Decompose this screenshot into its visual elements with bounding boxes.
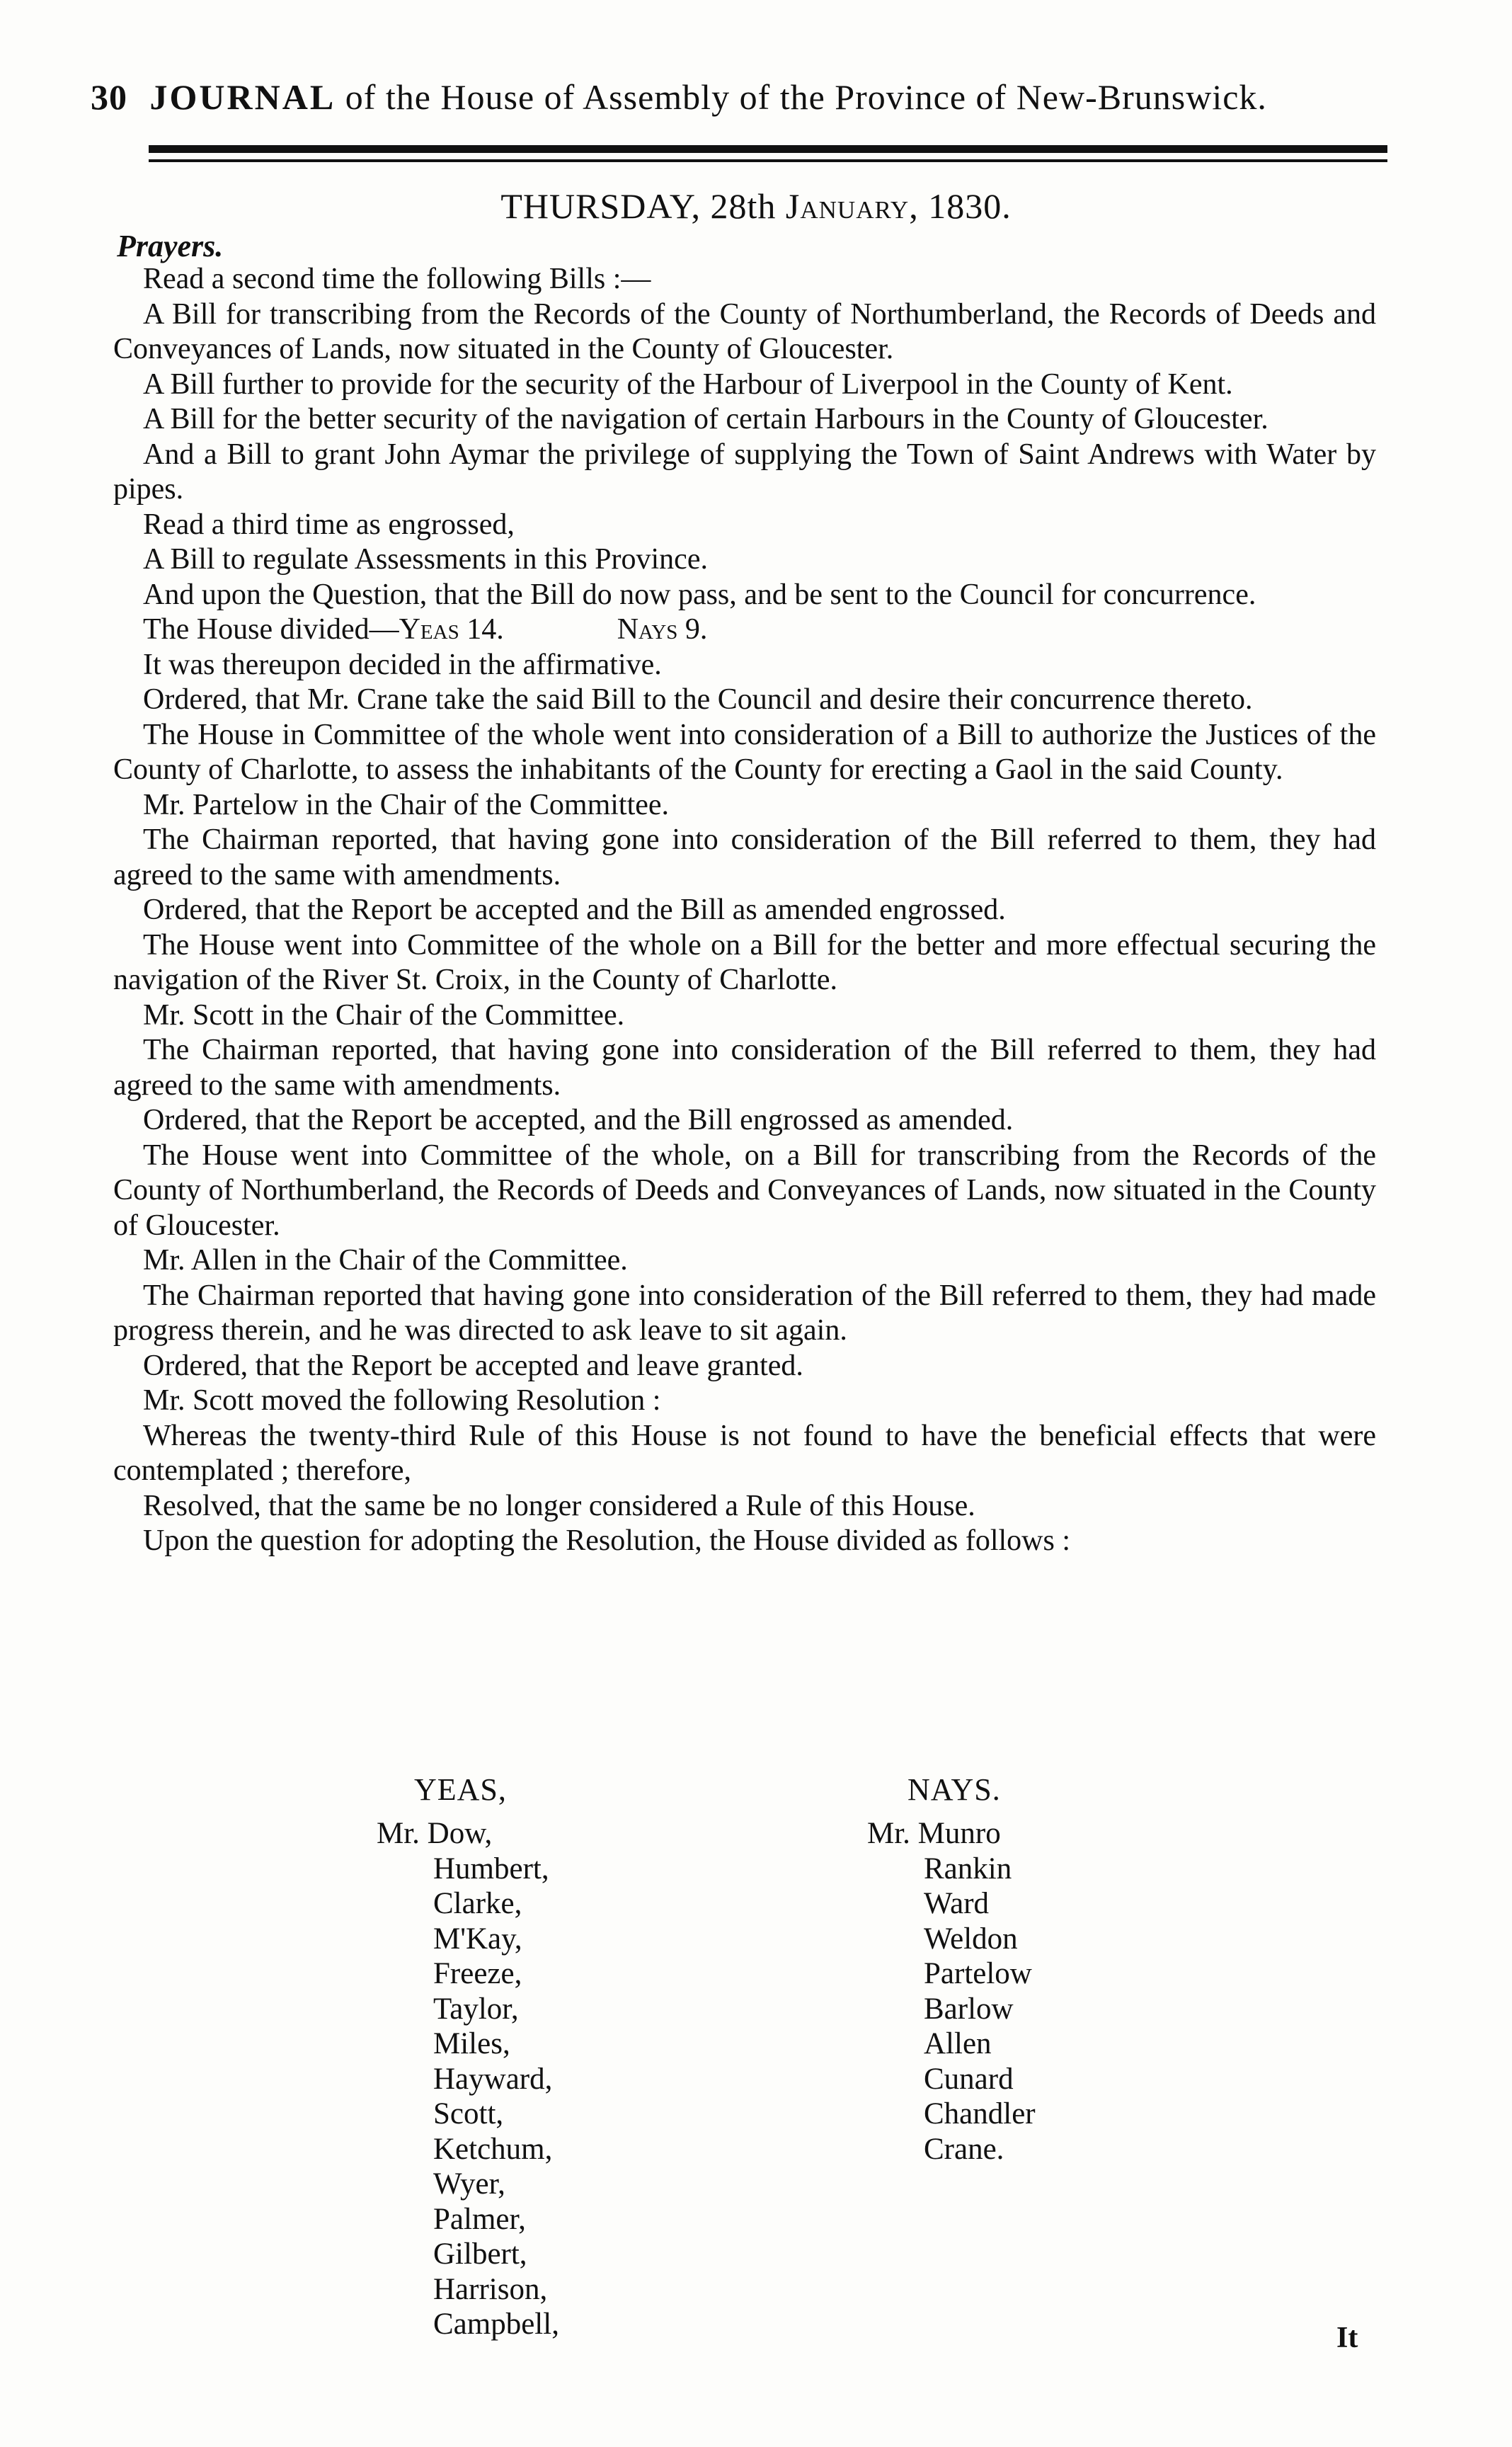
paragraph: Mr. Scott in the Chair of the Committee. xyxy=(143,998,625,1032)
catchword: It xyxy=(1336,2322,1358,2354)
session-date xyxy=(0,186,1512,227)
paragraph: Upon the question for adopting the Resolution, the House divided as follows : xyxy=(143,1524,1070,1557)
yea-member: Harrison, xyxy=(433,2272,548,2306)
journal-title: JOURNAL xyxy=(149,77,336,117)
nay-member: Chandler xyxy=(924,2097,1036,2131)
yea-member: Clarke, xyxy=(433,1887,522,1920)
journal-title-rest: of the House of Assembly of the Province of New-Brunswick. xyxy=(336,77,1267,117)
yeas-heading: YEAS, xyxy=(414,1772,507,1807)
paragraph: Mr. Allen in the Chair of the Committee. xyxy=(143,1244,628,1277)
yeas-list xyxy=(377,1816,559,2342)
yeas-count: 14. xyxy=(459,613,504,646)
paragraph: A Bill for transcribing from the Records of the County of Northumberland, the Records of Deeds and Conveyances of Lands, now situated in the County of Gloucester. xyxy=(113,297,1376,365)
yea-member: Hayward, xyxy=(433,2062,553,2096)
nays-heading: NAYS. xyxy=(907,1772,1001,1807)
yea-member: Gilbert, xyxy=(433,2237,527,2271)
paragraph: The House went into Committee of the whole on a Bill for the better and more effectual securing the navigation of the River St. Croix, in the County of Charlotte. xyxy=(113,928,1376,996)
paragraph: Whereas the twenty-third Rule of this House is not found to have the beneficial effects that were contemplated ; therefore, xyxy=(113,1419,1376,1487)
paragraph: Ordered, that the Report be accepted, and the Bill engrossed as amended. xyxy=(143,1104,1014,1136)
date-year: , 1830. xyxy=(909,186,1012,226)
paragraph: Ordered, that the Report be accepted and leave granted. xyxy=(143,1349,803,1382)
header-rule-thin xyxy=(149,159,1387,162)
yea-member: Scott, xyxy=(433,2097,504,2131)
paragraph: Read a second time the following Bills :— xyxy=(143,263,651,295)
yea-member: Humbert, xyxy=(433,1852,549,1886)
paragraph: Ordered, that Mr. Crane take the said Bill to the Council and desire their concurrence thereto. xyxy=(143,683,1253,716)
running-header xyxy=(91,76,1400,118)
paragraph: And a Bill to grant John Aymar the privilege of supplying the Town of Saint Andrews with Water by pipes. xyxy=(113,438,1376,506)
yea-member: Mr. Dow, xyxy=(377,1817,493,1850)
nay-member: Partelow xyxy=(924,1957,1032,1990)
nays-label: Nays xyxy=(617,613,678,646)
paragraph: Ordered, that the Report be accepted and the Bill as amended engrossed. xyxy=(143,894,1006,926)
nay-member: Crane. xyxy=(924,2132,1004,2166)
paragraph: It was thereupon decided in the affirmative. xyxy=(143,648,662,681)
nays-list xyxy=(867,1816,1036,2167)
prayers-note: Prayers. xyxy=(117,229,224,263)
nay-member: Ward xyxy=(924,1887,990,1920)
paragraph: Mr. Scott moved the following Resolution : xyxy=(143,1384,661,1417)
nays-count: 9. xyxy=(677,613,708,646)
header-rule-thick xyxy=(149,145,1387,153)
paragraph: The Chairman reported that having gone into consideration of the Bill referred to them, they had made progress therein, and he was directed to ask leave to sit again. xyxy=(113,1279,1376,1347)
nay-member: Barlow xyxy=(924,1992,1014,2026)
yea-member: Wyer, xyxy=(433,2167,505,2201)
yea-member: Ketchum, xyxy=(433,2132,553,2166)
date-month: January xyxy=(785,186,910,226)
paragraph: A Bill further to provide for the security of the Harbour of Liverpool in the County of Kent. xyxy=(143,367,1233,401)
paragraph: A Bill for the better security of the navigation of certain Harbours in the County of Gloucester. xyxy=(143,403,1268,435)
paragraph: The Chairman reported, that having gone into consideration of the Bill referred to them, they had agreed to the same with amendments. xyxy=(113,1034,1376,1102)
nay-member: Rankin xyxy=(924,1852,1012,1886)
paragraph: The House went into Committee of the whole, on a Bill for transcribing from the Records of the County of Northumberland, the Records of Deeds and Conveyances of Lands, now situated in the County of Gloucester. xyxy=(113,1139,1376,1242)
paragraph: Read a third time as engrossed, xyxy=(143,508,515,541)
date-day: THURSDAY, 28th xyxy=(500,186,786,226)
page-number: 30 xyxy=(91,77,127,117)
yea-member: Taylor, xyxy=(433,1992,519,2026)
paragraph: Mr. Partelow in the Chair of the Committee. xyxy=(143,788,670,821)
division-lead: The House divided— xyxy=(143,613,399,646)
yeas-label: Yeas xyxy=(399,613,459,646)
nay-member: Weldon xyxy=(924,1922,1018,1956)
yea-member: Freeze, xyxy=(433,1957,522,1990)
paragraph: The Chairman reported, that having gone into consideration of the Bill referred to them, they had agreed to the same with amendments. xyxy=(113,823,1376,891)
nay-member: Mr. Munro xyxy=(867,1817,1001,1850)
yea-member: M'Kay, xyxy=(433,1922,522,1956)
journal-body xyxy=(113,262,1376,1559)
division-result xyxy=(113,612,1376,648)
yea-member: Palmer, xyxy=(433,2202,526,2236)
paragraph: Resolved, that the same be no longer considered a Rule of this House. xyxy=(143,1489,975,1522)
yea-member: Miles, xyxy=(433,2027,510,2060)
nay-member: Cunard xyxy=(924,2062,1014,2096)
paragraph: And upon the Question, that the Bill do now pass, and be sent to the Council for concurrence. xyxy=(143,578,1256,611)
paragraph: The House in Committee of the whole went into consideration of a Bill to authorize the Justices of the County of Charlotte, to assess the inhabitants of the County for erecting a Gaol in the said County. xyxy=(113,718,1376,786)
nay-member: Allen xyxy=(924,2027,992,2060)
paragraph: A Bill to regulate Assessments in this Province. xyxy=(143,543,708,576)
yea-member: Campbell, xyxy=(433,2308,559,2341)
